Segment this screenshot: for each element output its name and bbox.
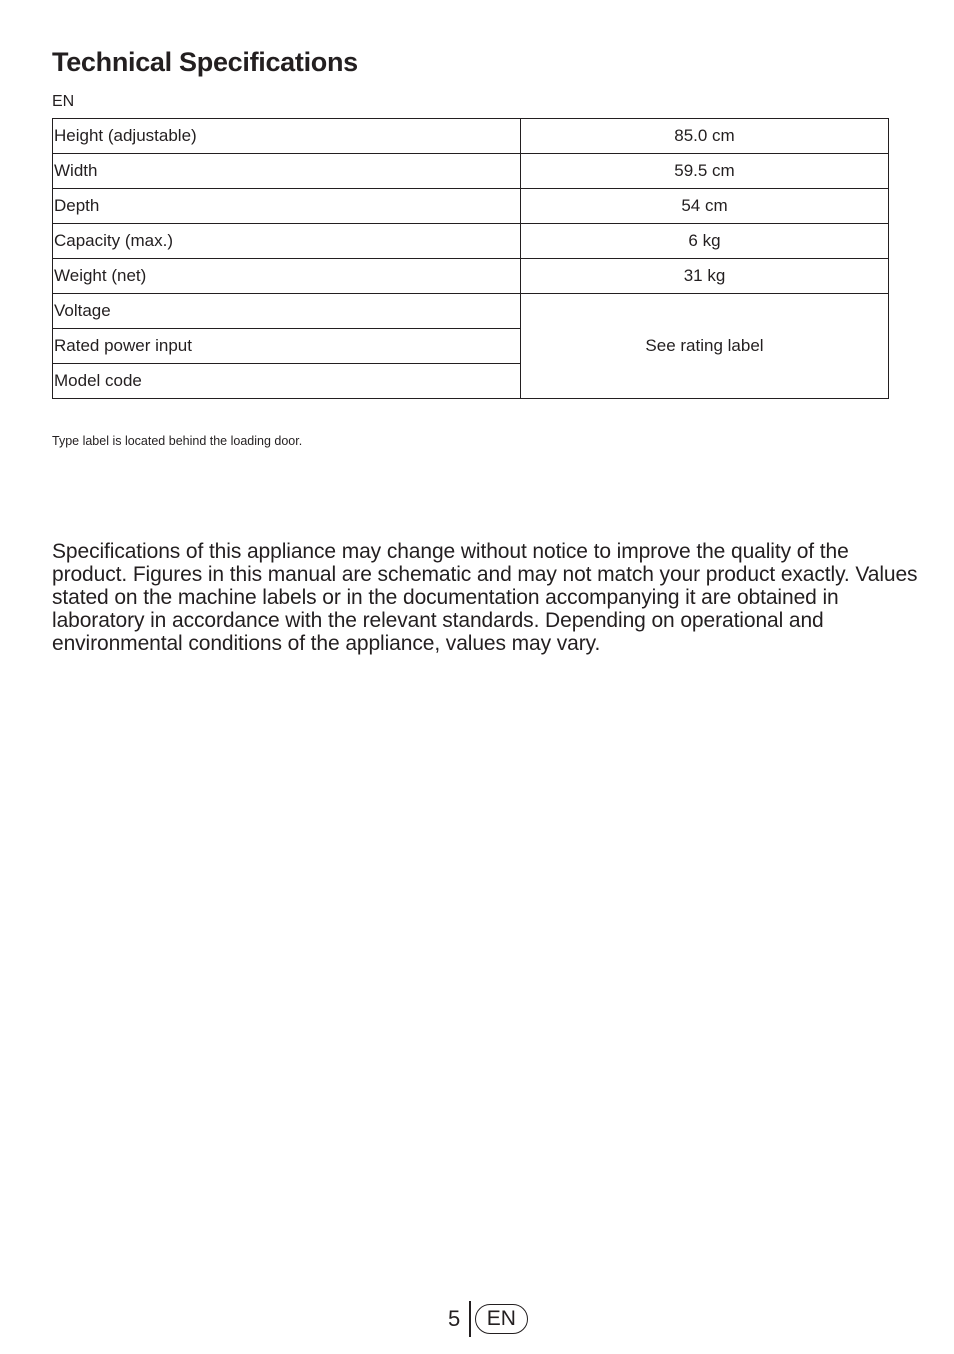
spec-value: 85.0 cm [521,119,889,154]
table-row [53,224,889,259]
footer-divider [469,1301,471,1337]
spec-label: Capacity (max.) [53,224,521,259]
table-row [53,119,889,154]
footnote: Type label is located behind the loading door. [52,434,303,448]
spec-value-merged: See rating label [521,294,889,399]
page-footer [448,1300,528,1338]
page-number: 5 [448,1306,461,1331]
spec-label: Weight (net) [53,259,521,294]
spec-label: Width [53,154,521,189]
spec-value: 54 cm [521,189,889,224]
spec-value: 6 kg [521,224,889,259]
spec-label: Height (adjustable) [53,119,521,154]
spec-table [52,118,889,399]
table-row [53,259,889,294]
table-row [53,189,889,224]
body-paragraph: Specifications of this appliance may change without notice to improve the quality of the product. Figures in this manual are schematic and may not match your product exactly. Values stated on the machine labels or in the documentation accompanying it are obtained in laboratory in accordance with the relevant standards. Depending on operational and environmental conditions of the appliance, values may vary. [52,540,918,655]
table-row [53,154,889,189]
spec-value: 59.5 cm [521,154,889,189]
spec-label: Rated power input [53,329,521,364]
language-badge: EN [475,1304,528,1334]
table-row [53,294,889,329]
spec-value: 31 kg [521,259,889,294]
page-title: Technical Specifications [52,47,358,77]
language-label: EN [52,93,75,110]
spec-label: Model code [53,364,521,399]
spec-label: Voltage [53,294,521,329]
spec-label: Depth [53,189,521,224]
